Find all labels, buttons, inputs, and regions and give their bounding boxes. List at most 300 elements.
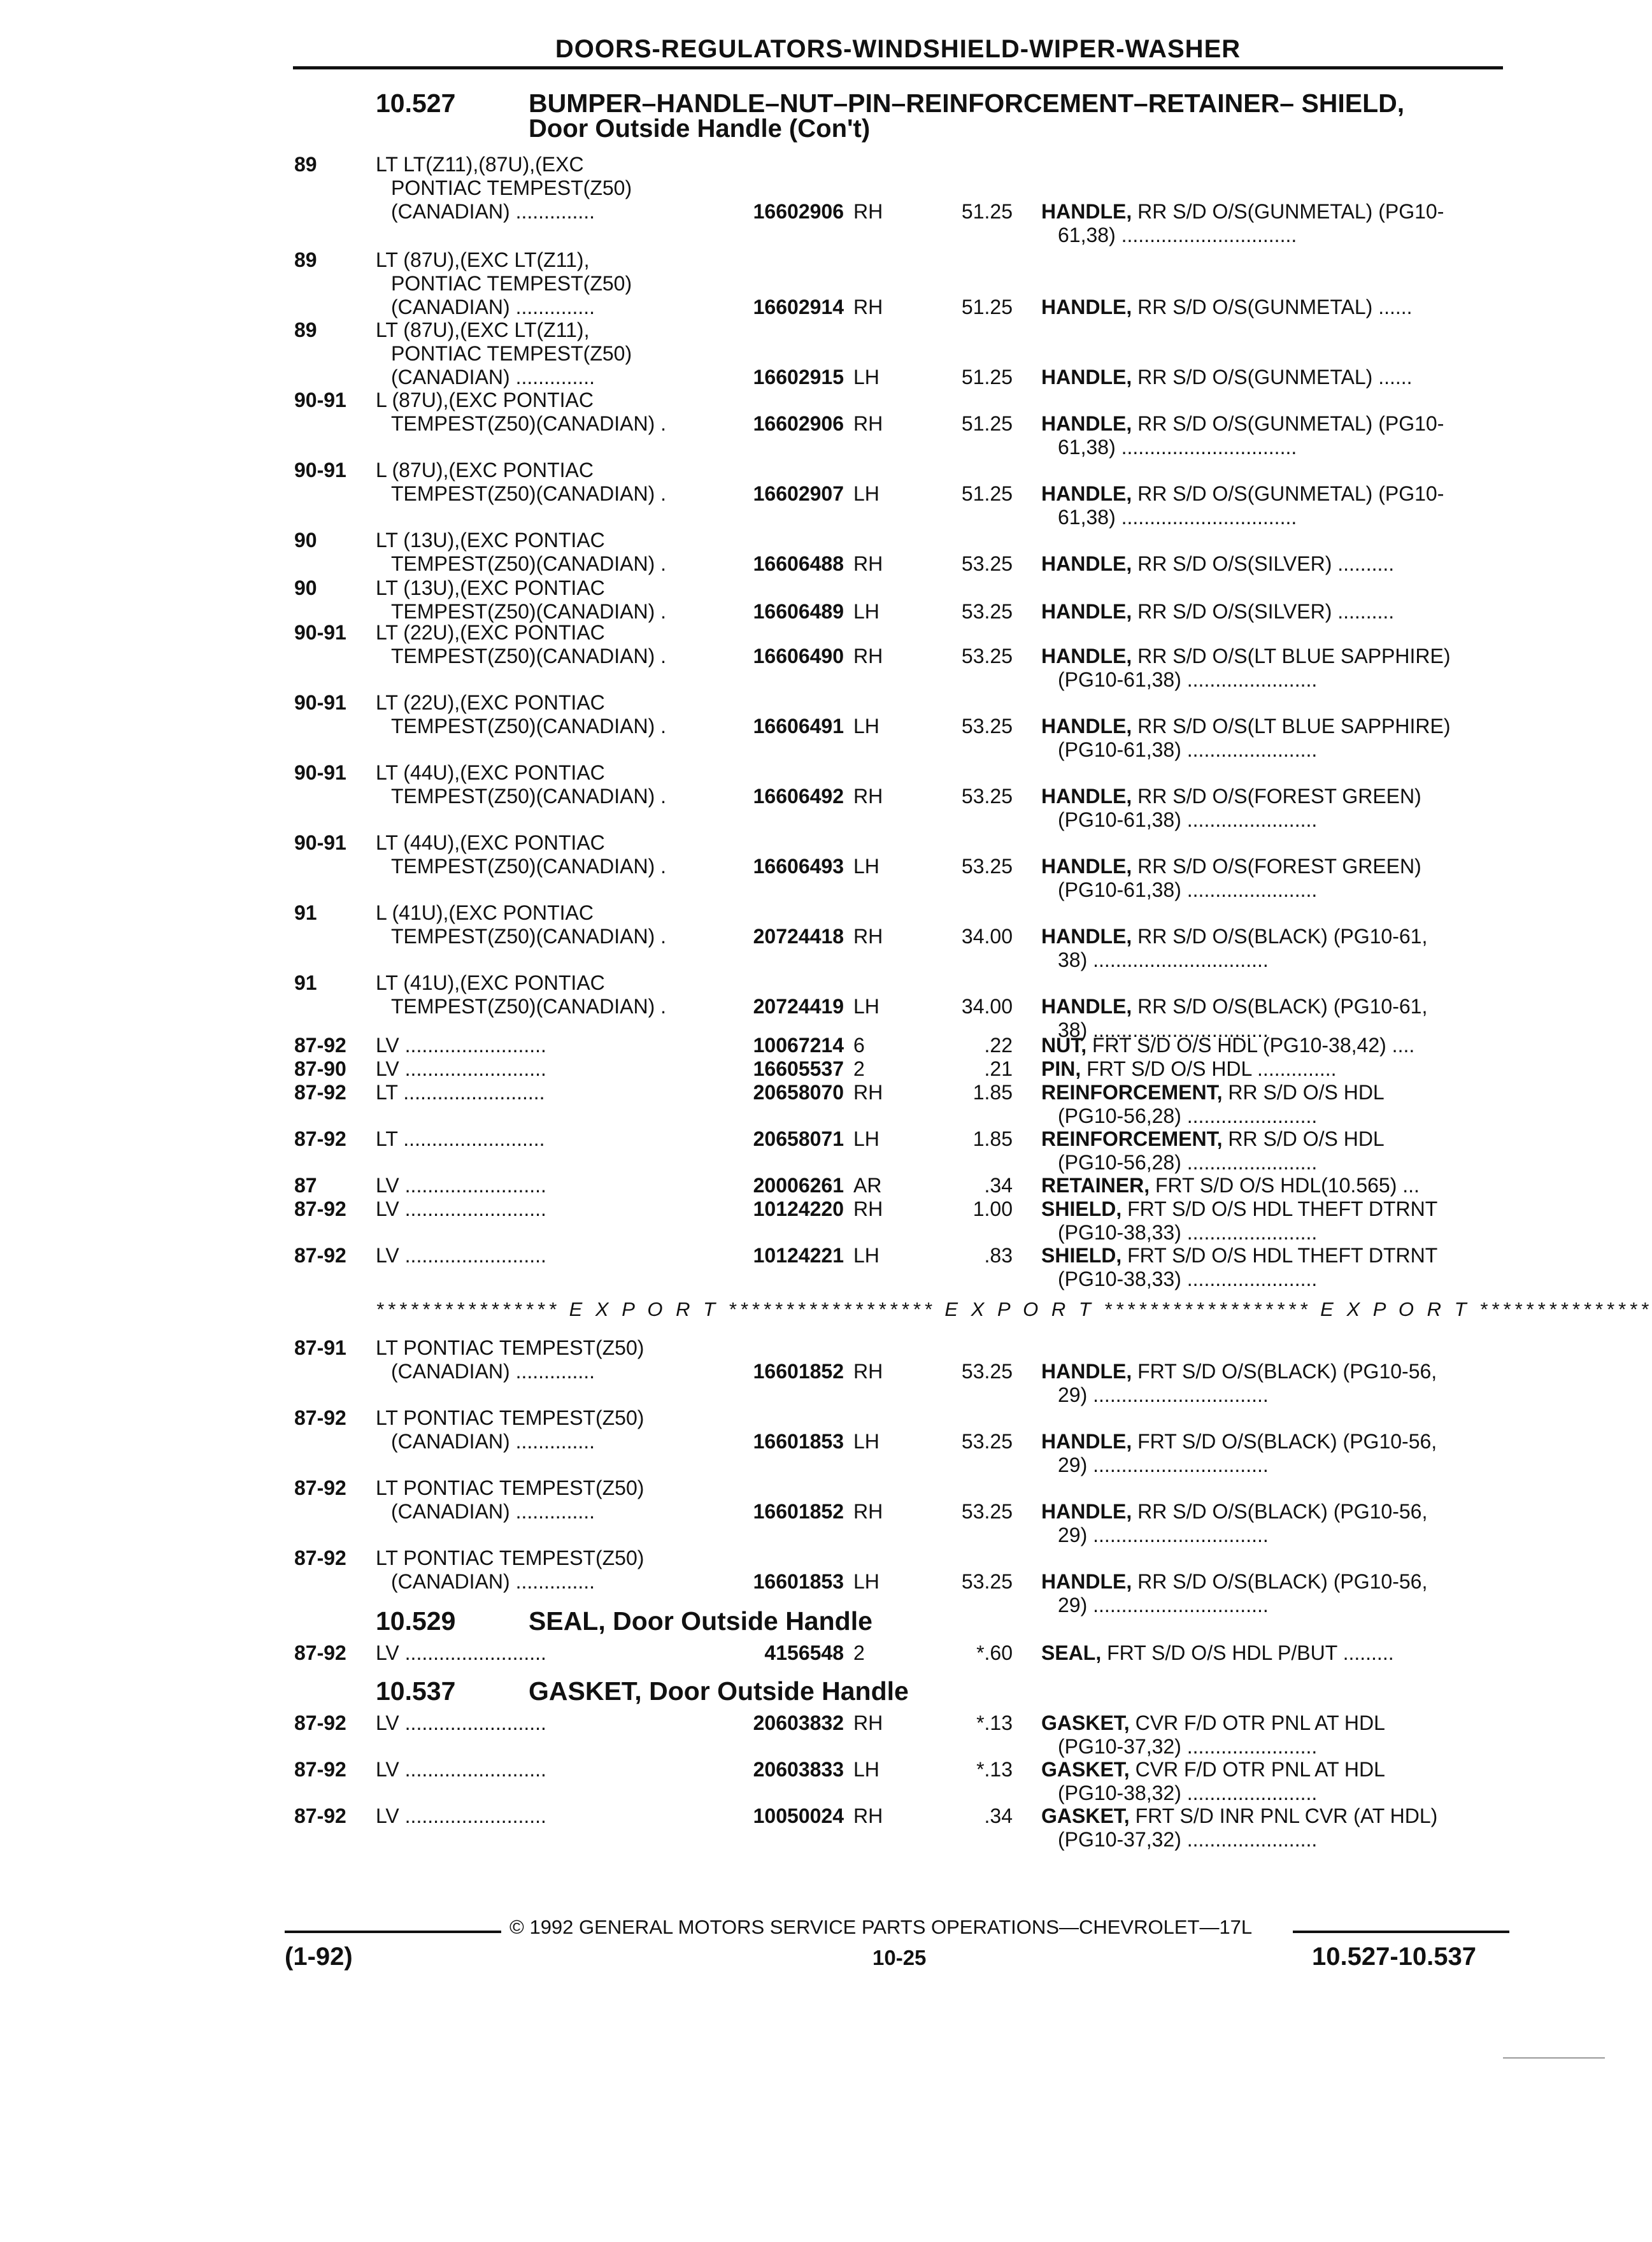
part-name: HANDLE, [1041,855,1132,878]
footer-page-number: 10-25 [872,1946,927,1969]
quantity: LH [853,1430,879,1453]
part-name: HANDLE, [1041,200,1132,223]
model-line: LV ......................... [376,1174,546,1197]
part-number: 20658071 [753,1127,844,1150]
part-number: 20724419 [753,995,844,1018]
model-line: TEMPEST(Z50)(CANADIAN) . [391,785,667,808]
part-detail-continued: 38) ............................... [1058,948,1269,971]
part-description [1041,1570,1500,1617]
model-year: 89 [294,318,317,341]
footer-rule-right [1293,1931,1509,1933]
model-year: 87 [294,1174,317,1197]
part-name: HANDLE, [1041,1500,1132,1523]
part-number: 16602906 [753,412,844,435]
model-application [376,761,732,808]
model-line: L (41U),(EXC PONTIAC [376,901,594,924]
part-description [1041,1174,1500,1197]
part-detail: RR S/D O/S(BLACK) (PG10-61, [1137,995,1428,1018]
part-name: HANDLE, [1041,785,1132,808]
model-line: (CANADIAN) .............. [391,1430,595,1453]
model-line: (CANADIAN) .............. [391,1500,595,1523]
price: .34 [984,1804,1013,1827]
part-name: HANDLE, [1041,1570,1132,1593]
model-year: 87-92 [294,1758,346,1781]
model-application [376,576,732,624]
model-line: LT (87U),(EXC LT(Z11), [376,318,590,341]
part-name: GASKET, [1041,1758,1130,1781]
part-detail-continued: (PG10-61,38) ....................... [1058,668,1318,691]
model-line: TEMPEST(Z50)(CANADIAN) . [391,715,667,738]
model-line: PONTIAC TEMPEST(Z50) [391,272,632,295]
price: 53.25 [961,785,1013,808]
part-description [1041,1804,1500,1852]
price: 51.25 [961,412,1013,435]
model-year: 89 [294,248,317,271]
section-number: 10.527 [376,89,456,118]
part-number: 10124221 [753,1244,844,1267]
part-name: NUT, [1041,1034,1087,1057]
model-line: LT ......................... [376,1127,545,1150]
model-application [376,1641,732,1665]
price: 53.25 [961,645,1013,668]
part-detail-continued: 61,38) ............................... [1058,224,1297,246]
model-line: TEMPEST(Z50)(CANADIAN) . [391,995,667,1018]
price: .83 [984,1244,1013,1267]
part-detail-continued: 61,38) ............................... [1058,436,1297,459]
model-year: 87-92 [294,1406,346,1429]
price: *.13 [976,1711,1013,1734]
part-number: 10050024 [753,1804,844,1827]
quantity: RH [853,1500,883,1523]
price: *.13 [976,1758,1013,1781]
section-number: 10.537 [376,1676,456,1706]
footer-copyright: © 1992 GENERAL MOTORS SERVICE PARTS OPERATIONS—CHEVROLET—17L [509,1916,1253,1938]
part-detail: RR S/D O/S(SILVER) .......... [1137,600,1395,623]
part-name: HANDLE, [1041,1360,1132,1383]
model-application [376,1081,732,1104]
part-number: 16606491 [753,715,844,738]
part-description [1041,1641,1500,1665]
price: 34.00 [961,925,1013,948]
part-detail-continued: (PG10-37,32) ....................... [1058,1735,1318,1758]
part-name: GASKET, [1041,1804,1130,1827]
model-line: (CANADIAN) .............. [391,200,595,223]
part-description [1041,600,1500,624]
part-description [1041,645,1500,692]
model-line: LT (22U),(EXC PONTIAC [376,621,605,644]
model-year: 90 [294,529,317,552]
part-description [1041,1360,1500,1407]
part-detail-continued: (PG10-61,38) ....................... [1058,878,1318,901]
part-detail-continued: 29) ............................... [1058,1594,1269,1617]
model-application [376,1174,732,1197]
quantity: RH [853,1711,883,1734]
model-application [376,971,732,1018]
quantity: RH [853,1804,883,1827]
model-line: (CANADIAN) .............. [391,366,595,389]
section-title: BUMPER–HANDLE–NUT–PIN–REINFORCEMENT–RETAINER– SHIELD, [529,89,1405,118]
part-detail: CVR F/D OTR PNL AT HDL [1135,1758,1385,1781]
model-year: 87-92 [294,1081,346,1104]
quantity: RH [853,1081,883,1104]
price: 53.25 [961,1500,1013,1523]
part-detail-continued: 61,38) ............................... [1058,506,1297,529]
part-detail: FRT S/D O/S HDL THEFT DTRNT [1127,1197,1438,1220]
model-line: TEMPEST(Z50)(CANADIAN) . [391,412,667,435]
quantity: LH [853,600,879,623]
model-line: LT ......................... [376,1081,545,1104]
model-year: 87-92 [294,1197,346,1220]
part-name: RETAINER, [1041,1174,1150,1197]
running-title: DOORS-REGULATORS-WINDSHIELD-WIPER-WASHER [555,35,1241,63]
model-line: LT (22U),(EXC PONTIAC [376,691,605,714]
model-line: LV ......................... [376,1034,546,1057]
model-line: LT PONTIAC TEMPEST(Z50) [376,1406,644,1429]
part-detail: FRT S/D O/S HDL (PG10-38,42) .... [1092,1034,1415,1057]
part-detail-continued: (PG10-61,38) ....................... [1058,808,1318,831]
part-name: REINFORCEMENT, [1041,1127,1223,1150]
price: 1.85 [972,1081,1013,1104]
part-description [1041,200,1500,247]
model-year: 87-92 [294,1476,346,1499]
section-title: SEAL, Door Outside Handle [529,1606,872,1636]
part-description [1041,925,1500,972]
model-line: LV ......................... [376,1057,546,1080]
model-application [376,831,732,878]
part-number: 16605537 [753,1057,844,1080]
model-line: (CANADIAN) .............. [391,1570,595,1593]
part-number: 20006261 [753,1174,844,1197]
part-description [1041,1244,1500,1291]
part-description [1041,1430,1500,1477]
part-detail: RR S/D O/S(BLACK) (PG10-56, [1137,1500,1428,1523]
part-name: HANDLE, [1041,296,1132,318]
part-name: HANDLE, [1041,1430,1132,1453]
model-year: 87-92 [294,1641,346,1664]
model-application [376,318,732,389]
model-year: 87-92 [294,1244,346,1267]
model-line: L (87U),(EXC PONTIAC [376,459,594,482]
page-header [293,35,1503,69]
quantity: 2 [853,1057,865,1080]
scan-mark [1503,2057,1605,2059]
part-name: SHIELD, [1041,1197,1122,1220]
price: 53.25 [961,1430,1013,1453]
part-detail-continued: 29) ............................... [1058,1453,1269,1476]
quantity: RH [853,552,883,575]
part-name: HANDLE, [1041,925,1132,948]
model-application [376,1127,732,1151]
part-detail-continued: (PG10-61,38) ....................... [1058,738,1318,761]
part-number: 16606492 [753,785,844,808]
part-detail-continued: (PG10-56,28) ....................... [1058,1104,1318,1127]
section-heading-10527 [376,90,1404,141]
model-line: (CANADIAN) .............. [391,296,595,318]
part-description [1041,1057,1500,1081]
part-description [1041,482,1500,529]
model-line: TEMPEST(Z50)(CANADIAN) . [391,552,667,575]
part-detail: RR S/D O/S HDL [1228,1127,1385,1150]
part-detail-continued: 29) ............................... [1058,1524,1269,1546]
model-year: 87-92 [294,1034,346,1057]
part-detail: FRT S/D O/S HDL .............. [1086,1057,1337,1080]
quantity: LH [853,715,879,738]
part-detail-continued: 29) ............................... [1058,1383,1269,1406]
part-number: 16601852 [753,1500,844,1523]
part-number: 10124220 [753,1197,844,1220]
quantity: AR [853,1174,882,1197]
model-line: (CANADIAN) .............. [391,1360,595,1383]
footer-rule-left [285,1931,501,1933]
part-number: 16606489 [753,600,844,623]
part-description [1041,552,1500,576]
part-name: REINFORCEMENT, [1041,1081,1223,1104]
part-detail: RR S/D O/S(SILVER) .......... [1137,552,1395,575]
model-year: 89 [294,153,317,176]
model-application [376,691,732,738]
part-description [1041,1197,1500,1245]
part-detail: FRT S/D O/S HDL(10.565) ... [1155,1174,1420,1197]
part-number: 16606488 [753,552,844,575]
quantity: RH [853,200,883,223]
model-line: LV ......................... [376,1711,546,1734]
part-number: 16606490 [753,645,844,668]
model-application [376,1804,732,1828]
price: .21 [984,1057,1013,1080]
quantity: LH [853,482,879,505]
part-number: 16601852 [753,1360,844,1383]
part-detail: RR S/D O/S(LT BLUE SAPPHIRE) [1137,645,1451,668]
price: 51.25 [961,200,1013,223]
part-number: 16601853 [753,1430,844,1453]
price: 53.25 [961,600,1013,623]
part-detail: RR S/D O/S(LT BLUE SAPPHIRE) [1137,715,1451,738]
part-name: SEAL, [1041,1641,1102,1664]
part-description [1041,296,1500,319]
model-year: 87-92 [294,1804,346,1827]
part-number: 16606493 [753,855,844,878]
model-application [376,621,732,668]
quantity: LH [853,366,879,389]
section-heading-10537 [376,1678,909,1704]
model-line: LT (44U),(EXC PONTIAC [376,831,605,854]
model-year: 91 [294,971,317,994]
part-detail: FRT S/D O/S HDL THEFT DTRNT [1127,1244,1438,1267]
model-line: LT (44U),(EXC PONTIAC [376,761,605,784]
part-description [1041,412,1500,459]
model-line: TEMPEST(Z50)(CANADIAN) . [391,600,667,623]
model-application [376,1406,732,1453]
part-description [1041,1081,1500,1128]
quantity: LH [853,995,879,1018]
quantity: RH [853,785,883,808]
quantity: RH [853,925,883,948]
model-line: LV ......................... [376,1758,546,1781]
part-description [1041,785,1500,832]
price: 1.00 [972,1197,1013,1220]
model-line: PONTIAC TEMPEST(Z50) [391,176,632,199]
model-application [376,901,732,948]
part-number: 4156548 [764,1641,844,1664]
part-detail-continued: (PG10-38,32) ....................... [1058,1781,1318,1804]
part-detail: CVR F/D OTR PNL AT HDL [1135,1711,1385,1734]
quantity: RH [853,645,883,668]
model-application [376,1197,732,1221]
quantity: 6 [853,1034,865,1057]
price: .22 [984,1034,1013,1057]
part-description [1041,1711,1500,1759]
model-year: 87-92 [294,1546,346,1569]
model-application [376,389,732,436]
quantity: RH [853,1360,883,1383]
model-application [376,1244,732,1267]
model-line: LT (13U),(EXC PONTIAC [376,529,605,552]
model-year: 90-91 [294,621,346,644]
part-detail-continued: (PG10-37,32) ....................... [1058,1828,1318,1851]
part-name: HANDLE, [1041,600,1132,623]
part-detail: RR S/D O/S(BLACK) (PG10-56, [1137,1570,1428,1593]
model-year: 90-91 [294,761,346,784]
export-divider: **************** E X P O R T ****************** E X P O R T ****************** E X P O R T *************** [376,1298,1652,1320]
part-name: HANDLE, [1041,412,1132,435]
part-name: GASKET, [1041,1711,1130,1734]
model-application [376,248,732,319]
quantity: LH [853,855,879,878]
price: .34 [984,1174,1013,1197]
part-detail: RR S/D O/S(FOREST GREEN) [1137,855,1421,878]
part-number: 10067214 [753,1034,844,1057]
part-number: 16602915 [753,366,844,389]
model-line: PONTIAC TEMPEST(Z50) [391,342,632,365]
model-application [376,1711,732,1735]
part-number: 20658070 [753,1081,844,1104]
part-number: 20724418 [753,925,844,948]
quantity: LH [853,1127,879,1150]
model-line: TEMPEST(Z50)(CANADIAN) . [391,925,667,948]
part-name: PIN, [1041,1057,1081,1080]
price: 53.25 [961,855,1013,878]
part-number: 16601853 [753,1570,844,1593]
model-line: LT (87U),(EXC LT(Z11), [376,248,590,271]
section-number: 10.529 [376,1606,456,1636]
model-line: LV ......................... [376,1641,546,1664]
model-line: TEMPEST(Z50)(CANADIAN) . [391,645,667,668]
quantity: 2 [853,1641,865,1664]
model-line: LT LT(Z11),(87U),(EXC [376,153,584,176]
quantity: RH [853,412,883,435]
model-line: LT PONTIAC TEMPEST(Z50) [376,1476,644,1499]
part-description [1041,1758,1500,1805]
model-application [376,1336,732,1383]
part-detail: RR S/D O/S(GUNMETAL) (PG10- [1137,482,1444,505]
model-year: 90-91 [294,459,346,482]
section-title: GASKET, Door Outside Handle [529,1676,909,1706]
price: 1.85 [972,1127,1013,1150]
part-name: HANDLE, [1041,995,1132,1018]
model-application [376,1476,732,1524]
price: 51.25 [961,366,1013,389]
model-line: L (87U),(EXC PONTIAC [376,389,594,411]
price: 51.25 [961,482,1013,505]
model-application [376,459,732,506]
part-detail: FRT S/D INR PNL CVR (AT HDL) [1135,1804,1438,1827]
quantity: RH [853,296,883,318]
part-description [1041,715,1500,762]
model-line: TEMPEST(Z50)(CANADIAN) . [391,855,667,878]
part-name: HANDLE, [1041,715,1132,738]
model-year: 87-92 [294,1711,346,1734]
model-line: TEMPEST(Z50)(CANADIAN) . [391,482,667,505]
model-application [376,1034,732,1057]
model-line: LV ......................... [376,1197,546,1220]
model-line: LT PONTIAC TEMPEST(Z50) [376,1336,644,1359]
model-year: 91 [294,901,317,924]
quantity: RH [853,1197,883,1220]
part-detail: RR S/D O/S(GUNMETAL) (PG10- [1137,200,1444,223]
quantity: LH [853,1570,879,1593]
part-description [1041,1034,1500,1057]
part-detail-continued: 38) ............................... [1058,1018,1269,1041]
model-year: 90 [294,576,317,599]
section-subtitle: Door Outside Handle (Con't) [529,115,871,143]
model-application [376,1758,732,1781]
model-line: LT (41U),(EXC PONTIAC [376,971,605,994]
model-line: LV ......................... [376,1804,546,1827]
part-number: 16602914 [753,296,844,318]
quantity: LH [853,1244,879,1267]
part-detail: FRT S/D O/S(BLACK) (PG10-56, [1137,1360,1437,1383]
part-name: SHIELD, [1041,1244,1122,1267]
model-year: 87-90 [294,1057,346,1080]
part-detail: RR S/D O/S(GUNMETAL) ...... [1137,296,1413,318]
part-detail: FRT S/D O/S HDL P/BUT ......... [1107,1641,1394,1664]
section-heading-10529 [376,1608,872,1634]
model-year: 90-91 [294,691,346,714]
price: 53.25 [961,1570,1013,1593]
model-application [376,1057,732,1081]
part-detail: RR S/D O/S(GUNMETAL) ...... [1137,366,1413,389]
part-detail: RR S/D O/S(FOREST GREEN) [1137,785,1421,808]
model-line: LV ......................... [376,1244,546,1267]
quantity: LH [853,1758,879,1781]
model-year: 90-91 [294,831,346,854]
model-year: 87-92 [294,1127,346,1150]
part-description [1041,1127,1500,1175]
part-number: 16602907 [753,482,844,505]
part-number: 16602906 [753,200,844,223]
price: *.60 [976,1641,1013,1664]
model-year: 87-91 [294,1336,346,1359]
part-number: 20603832 [753,1711,844,1734]
part-description [1041,366,1500,389]
part-detail: RR S/D O/S(BLACK) (PG10-61, [1137,925,1428,948]
part-detail: RR S/D O/S(GUNMETAL) (PG10- [1137,412,1444,435]
price: 51.25 [961,296,1013,318]
part-description [1041,1500,1500,1547]
footer-date: (1-92) [285,1943,353,1971]
part-name: HANDLE, [1041,482,1132,505]
part-detail-continued: (PG10-56,28) ....................... [1058,1151,1318,1174]
price: 53.25 [961,1360,1013,1383]
model-application [376,529,732,576]
model-application [376,1546,732,1594]
price: 34.00 [961,995,1013,1018]
model-line: LT PONTIAC TEMPEST(Z50) [376,1546,644,1569]
price: 53.25 [961,552,1013,575]
part-number: 20603833 [753,1758,844,1781]
part-description [1041,855,1500,902]
price: 53.25 [961,715,1013,738]
